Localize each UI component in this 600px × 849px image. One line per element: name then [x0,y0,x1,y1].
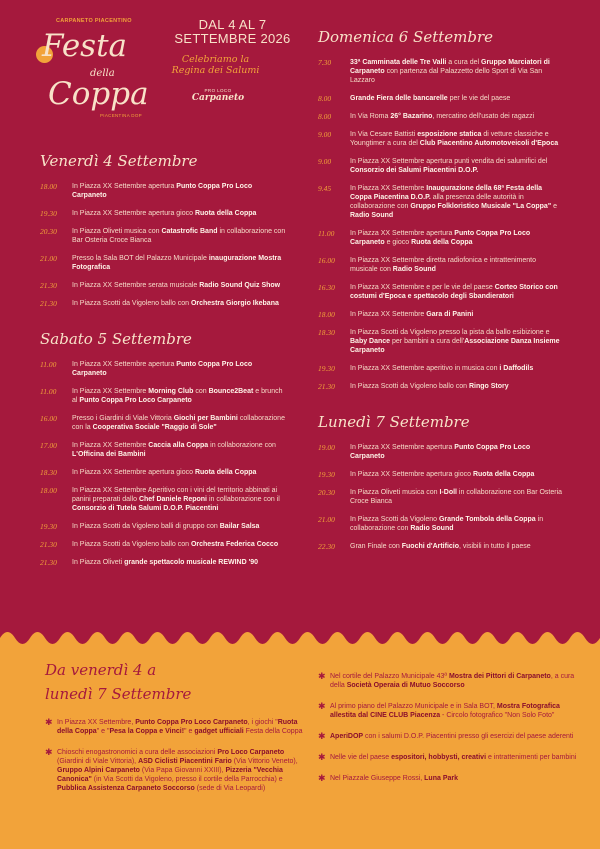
event-time: 21.30 [40,558,57,567]
highlight-text: Radio Sound [410,525,454,532]
pro-loco-label: PRO LOCO [204,88,232,93]
text-segment: (Via Vittorio Veneto), [231,758,298,765]
event-time: 11.00 [318,229,335,238]
highlight-text: Gruppo Alpini Carpaneto [57,767,140,774]
event-description [350,542,564,551]
all-days-title [45,658,191,706]
logo-della: della [90,68,115,79]
event-row [40,209,302,218]
highlight-text: Associazione Danza Insieme Carpaneto [350,338,560,354]
event-row [318,283,576,301]
bullet-text [330,753,580,762]
text-segment: Gran Finale con [350,543,402,550]
event-time: 21.00 [318,515,335,524]
text-segment: e brunch al [72,388,283,404]
highlight-text: grande spettacolo musicale REWIND '90 [124,559,259,566]
event-description [72,281,287,290]
event-time: 11.00 [40,360,57,369]
text-segment: In Piazza Scotti da Vigoleno ballo con [72,541,191,548]
event-row [318,229,576,247]
event-time: 17.00 [40,441,57,450]
highlight-text: Catastrofic Band [161,228,218,235]
event-row [40,486,302,513]
text-segment: In Piazza XX Settembre diretta radiofonica e intrattenimento musicale con [350,257,536,273]
event-description [72,468,287,477]
text-segment: (in Via Scotti da Vigoleno, presso il cortile della Parrocchia) e [91,776,283,783]
highlight-text: Grande Fiera delle bancarelle [350,95,448,102]
event-row [318,184,576,220]
bullet-item [318,774,580,783]
event-row [318,58,576,85]
event-time: 19.30 [318,364,335,373]
highlight-text: Società Operaia di Mutuo Soccorso [346,682,465,689]
text-segment: e gioco [384,239,412,246]
event-description [350,184,564,220]
text-segment: , i giochi " [247,719,278,726]
event-time: 18.30 [318,328,335,337]
event-time: 7.30 [318,58,332,67]
text-segment: " e " [96,728,110,735]
event-description [350,328,564,355]
highlight-text: Ruota della Coppa [194,469,257,476]
text-segment: " e [184,728,195,735]
highlight-text: Radio Sound Quiz Show [199,282,281,289]
wavy-divider [0,626,600,650]
highlight-text: Gruppo Marciatori di Carpaneto [350,59,550,75]
text-segment: In Piazza XX Settembre [72,442,149,449]
highlight-text: Cooperativa Sociale "Raggio di Sole" [92,424,217,431]
text-segment: In Piazza XX Settembre apertura [72,361,177,368]
text-segment: , visibili in tutto il paese [459,543,531,550]
event-row [40,360,302,378]
event-time: 16.00 [40,414,57,423]
highlight-text: Radio Sound [350,212,394,219]
highlight-text: Morning Club [148,388,194,395]
text-segment: In Piazza XX Settembre apertura [72,183,177,190]
text-segment: In Via Cesare Battisti [350,131,418,138]
text-segment: collaborazione con la [72,415,285,431]
text-segment: In Piazza XX Settembre apertura gioco [72,210,195,217]
text-segment: in collaborazione con il [207,496,280,503]
event-description [72,414,287,432]
text-segment: In Piazza Scotti da Vigoleno ballo con [350,383,469,390]
event-row [40,182,302,200]
highlight-text: Ruota della Coppa [472,471,535,478]
event-time: 18.00 [318,310,335,319]
logo-top-text: CARPANETO PIACENTINO [56,18,132,24]
all-days-list-left [45,718,303,805]
event-row [318,364,576,373]
bullet-text [330,672,580,690]
text-segment: e [551,203,557,210]
dates-line-2: SETTEMBRE 2026 [174,31,291,46]
event-row [40,227,302,245]
event-list [318,58,576,391]
event-time: 19.00 [318,443,335,452]
day-title: Sabato 5 Settembre [40,330,192,348]
dates-line-1: DAL 4 AL 7 [198,17,267,32]
text-segment: alla presenza delle autorità in collaborazione con [350,194,524,210]
highlight-text: Pro Loco Carpaneto [217,749,285,756]
bullet-text [57,748,303,793]
event-list [40,182,302,308]
logo-festa: Festa [42,28,128,64]
event-row [40,254,302,272]
text-segment: In Piazza Scotti da Vigoleno ballo con [72,300,191,307]
highlight-text: Club Piacentino Automotoveicoli d'Epoca [419,140,559,147]
text-segment: Nelle vie del paese [330,754,392,761]
bullet-item [318,753,580,762]
event-time: 20.30 [40,227,57,236]
day-title: Venerdì 4 Settembre [40,152,198,170]
event-row [318,112,576,121]
highlight-text: Fuochi d'Artificio [401,543,460,550]
event-row [40,522,302,531]
text-segment: e intrattenimenti per bambini [486,754,577,761]
highlight-text: inaugurazione Mostra Fotografica [72,255,282,271]
highlight-text: Corteo Storico con costumi d'Epoca e spettacolo degli Sbandieratori [350,284,558,300]
highlight-text: Inaugurazione della 68ª Festa della Coppa Piacentina D.O.P. [350,185,543,201]
event-row [40,468,302,477]
bullet-item [45,748,303,793]
event-time: 11.00 [40,387,57,396]
event-description [350,229,564,247]
tagline [160,54,271,76]
highlight-text: Orchestra Federica Cocco [190,541,279,548]
text-segment: con i salumi D.O.P. Piacentini presso gli esercizi del paese aderenti [363,733,574,740]
event-row [318,542,576,551]
text-segment: in collaborazione con Bar Osteria Croce Bianca [350,489,563,505]
text-segment: per bambini a cura dell' [390,338,465,345]
event-time: 8.00 [318,94,332,103]
text-segment: In Piazza XX Settembre Aperitivo con i vini del territorio abbinati ai panini preparati dallo [72,487,278,503]
text-segment: In Piazza XX Settembre apertura gioco [72,469,195,476]
highlight-text: 33ª Camminata delle Tre Valli [350,59,447,66]
event-time: 19.30 [40,209,57,218]
event-row [318,443,576,461]
event-row [318,130,576,148]
highlight-text: Chef Daniele Reponi [138,496,208,503]
highlight-text: Ringo Story [468,383,509,390]
highlight-text: Pubblica Assistenza Carpaneto Soccorso [57,785,195,792]
text-segment: Nel Piazzale Giuseppe Rossi, [330,775,425,782]
asterisk-icon: ✱ [318,731,326,741]
bullet-item [318,702,580,720]
day-saturday [40,330,302,567]
event-time: 19.30 [40,522,57,531]
highlight-text: Bailar Salsa [219,523,260,530]
logo-coppa: Coppa [48,76,149,112]
event-time: 21.30 [40,540,57,549]
tagline-line-1: Celebriamo la [181,54,250,65]
event-time: 8.00 [318,112,332,121]
event-description [350,58,564,85]
event-description [350,443,564,461]
event-row [40,558,302,567]
highlight-text: Baby Dance [350,338,391,345]
highlight-text: Punto Coppa Pro Loco Carpaneto [350,230,531,246]
highlight-text: Consorzio dei Salumi Piacentini D.O.P. [350,167,479,174]
highlight-text: I-Doll [439,489,457,496]
event-row [40,299,302,308]
asterisk-icon: ✱ [318,773,326,783]
bullet-item [318,732,580,741]
event-description [350,130,564,148]
bullet-item [45,718,303,736]
event-description [350,515,564,533]
festa-della-coppa-logo [20,10,155,120]
event-description [72,486,287,513]
highlight-text: Mostra Fotografica allestita dal CINE CLUB Piacenza [330,703,560,719]
highlight-text: Luna Park [424,775,459,782]
text-segment: Nel cortile del Palazzo Municipale 43ª [330,673,449,680]
event-description [350,94,564,103]
text-segment: , mercatino dell'usato dei ragazzi [432,113,535,120]
event-time: 21.00 [40,254,57,263]
asterisk-icon: ✱ [318,752,326,762]
text-segment: - Circolo fotografico "Non Solo Foto" [440,712,555,719]
logo-bottom-text: PIACENTINA DOP [100,113,142,118]
highlight-text: espositori, hobbysti, creativi [391,754,487,761]
event-description [72,522,287,531]
event-row [40,281,302,290]
text-segment: In Piazza XX Settembre apertura punti vendita dei salumifici del [350,158,548,165]
asterisk-icon: ✱ [318,701,326,711]
event-row [318,488,576,506]
text-segment: In Piazza Oliveti musica con [350,489,440,496]
highlight-text: Radio Sound [392,266,436,273]
text-segment: In Piazza XX Settembre [350,185,427,192]
asterisk-icon: ✱ [45,717,53,727]
text-segment: In Piazza Oliveti musica con [72,228,162,235]
highlight-text: Punto Coppa Pro Loco Carpaneto [72,183,253,199]
highlight-text: Giochi per Bambini [173,415,238,422]
highlight-text: gadget ufficiali [194,728,244,735]
event-description [350,364,564,373]
text-segment: in collaborazione con Bar Osteria Croce Bianca [72,228,286,244]
event-time: 22.30 [318,542,335,551]
text-segment: , a cura della [330,673,575,689]
text-segment: In Via Roma [350,113,391,120]
event-row [40,387,302,405]
text-segment: In Piazza XX Settembre apertura [350,444,455,451]
text-segment: con [193,388,209,395]
event-time: 18.00 [40,486,57,495]
text-segment: In Piazza Oliveti [72,559,125,566]
highlight-text: Punto Coppa Pro Loco Carpaneto [135,719,248,726]
event-row [318,94,576,103]
day-title: Domenica 6 Settembre [318,28,493,46]
event-description [350,112,564,121]
day-title: Lunedì 7 Settembre [318,413,470,431]
event-description [72,209,287,218]
highlight-text: Pesa la Coppa e Vinci! [109,728,185,735]
event-row [318,515,576,533]
text-segment: con partenza dal Palazzetto dello Sport di Via San Lazzaro [350,68,543,84]
event-time: 18.30 [40,468,57,477]
event-description [350,382,564,391]
bullet-text [57,718,303,736]
event-row [40,540,302,549]
highlight-text: Gruppo Folkloristico Musicale "La Coppa" [410,203,552,210]
text-segment: (Via Papa Giovanni XXIII), [139,767,226,774]
highlight-text: esposizione statica [417,131,482,138]
event-description [72,360,287,378]
highlight-text: Ruota della Coppa [194,210,257,217]
event-description [350,470,564,479]
event-list [40,360,302,567]
event-row [318,157,576,175]
bullet-item [318,672,580,690]
event-description [350,157,564,175]
pro-loco-name: Carpaneto [191,93,245,103]
highlight-text: Pizzeria "Vecchia Canonica" [57,767,283,783]
event-description [72,387,287,405]
highlight-text: 26° Bazarino [390,113,433,120]
asterisk-icon: ✱ [45,747,53,757]
event-description [72,558,287,567]
event-time: 21.30 [40,281,57,290]
text-segment: In Piazza XX Settembre aperitivo in musica con [350,365,500,372]
day-friday [40,152,302,308]
event-description [72,441,287,459]
event-time: 19.30 [318,470,335,479]
text-segment: Al primo piano del Palazzo Municipale e in Sala BOT, [330,703,497,710]
event-time: 16.00 [318,256,335,265]
highlight-text: i Daffodils [499,365,534,372]
event-time: 18.00 [40,182,57,191]
text-segment: Chioschi enogastronomici a cura delle associazioni [57,749,218,756]
tagline-line-2: Regina dei Salumi [171,65,260,76]
text-segment: In Piazza XX Settembre [350,311,427,318]
event-row [318,256,576,274]
event-time: 21.30 [40,299,57,308]
highlight-text: Consorzio di Tutela Salumi D.O.P. Piacentini [72,505,219,512]
event-row [318,310,576,319]
day-monday [318,413,576,551]
highlight-text: Punto Coppa Pro Loco Carpaneto [79,397,192,404]
text-segment: In Piazza Scotti da Vigoleno [350,516,439,523]
event-description [350,256,564,274]
event-description [350,310,564,319]
text-segment: In Piazza XX Settembre [72,388,149,395]
all-days-list-right [318,672,580,795]
text-segment: a cura del [446,59,481,66]
highlight-text: Grande Tombola della Coppa [438,516,536,523]
event-time: 9.45 [318,184,332,193]
text-segment: (sede di Via Leopardi) [194,785,266,792]
event-dates-header [160,18,305,76]
event-row [40,441,302,459]
highlight-text: L'Officina dei Bambini [72,451,146,458]
pro-loco-logo [188,88,248,103]
asterisk-icon: ✱ [318,671,326,681]
highlight-text: ASD Ciclisti Piacentini Fario [138,758,232,765]
highlight-text: Punto Coppa Pro Loco Carpaneto [72,361,253,377]
bullet-text [330,702,580,720]
event-time: 16.30 [318,283,335,292]
highlight-text: Ruota della Coppa [411,239,473,246]
event-list [318,443,576,551]
text-segment: di vetture classiche e Youngtimer a cura del [350,131,549,147]
event-description [350,283,564,301]
text-segment: in collaborazione con [350,516,544,532]
text-segment: In Piazza XX Settembre e per le vie del paese [350,284,495,291]
bullet-text [330,774,580,783]
text-segment: Festa della Coppa [243,728,303,735]
event-time: 9.00 [318,130,332,139]
event-row [318,382,576,391]
text-segment: Presso la Sala BOT del Palazzo Municipale [72,255,209,262]
highlight-text: AperiDOP [330,733,364,740]
event-row [318,328,576,355]
event-description [72,182,287,200]
highlight-text: Punto Coppa Pro Loco Carpaneto [350,444,531,460]
event-time: 21.30 [318,382,335,391]
bullet-text [330,732,580,741]
text-segment: In Piazza Scotti da Vigoleno balli di gruppo con [72,523,220,530]
right-program-column [318,28,576,551]
all-days-title-line-2: lunedì 7 Settembre [45,685,192,703]
highlight-text: Bounce2Beat [208,388,254,395]
event-description [72,540,287,549]
text-segment: In Piazza XX Settembre, [57,719,136,726]
highlight-text: Ruota della Coppa [57,719,298,735]
text-segment: In Piazza XX Settembre apertura [350,230,455,237]
highlight-text: Orchestra Giorgio Ikebana [190,300,279,307]
highlight-text: Mostra dei Pittori di Carpaneto [448,673,551,680]
event-description [350,488,564,506]
text-segment: per le vie del paese [447,95,511,102]
left-program-column [40,152,302,567]
text-segment: in collaborazione con [208,442,276,449]
day-sunday [318,28,576,391]
highlight-text: Gara di Panini [426,311,474,318]
event-description [72,299,287,308]
text-segment: In Piazza XX Settembre apertura gioco [350,471,473,478]
text-segment: In Piazza XX Settembre serata musicale [72,282,200,289]
event-row [318,470,576,479]
event-row [40,414,302,432]
text-segment: In Piazza Scotti da Vigoleno presso la pista da ballo esibizione e [350,329,550,336]
text-segment: Presso i Giardini di Viale Vittoria [72,415,174,422]
event-time: 20.30 [318,488,335,497]
text-segment: (Giardini di Viale Vittoria), [57,758,139,765]
event-description [72,254,287,272]
event-time: 9.00 [318,157,332,166]
highlight-text: Caccia alla Coppa [148,442,209,449]
all-days-title-line-1: Da venerdì 4 a [45,661,157,679]
event-description [72,227,287,245]
